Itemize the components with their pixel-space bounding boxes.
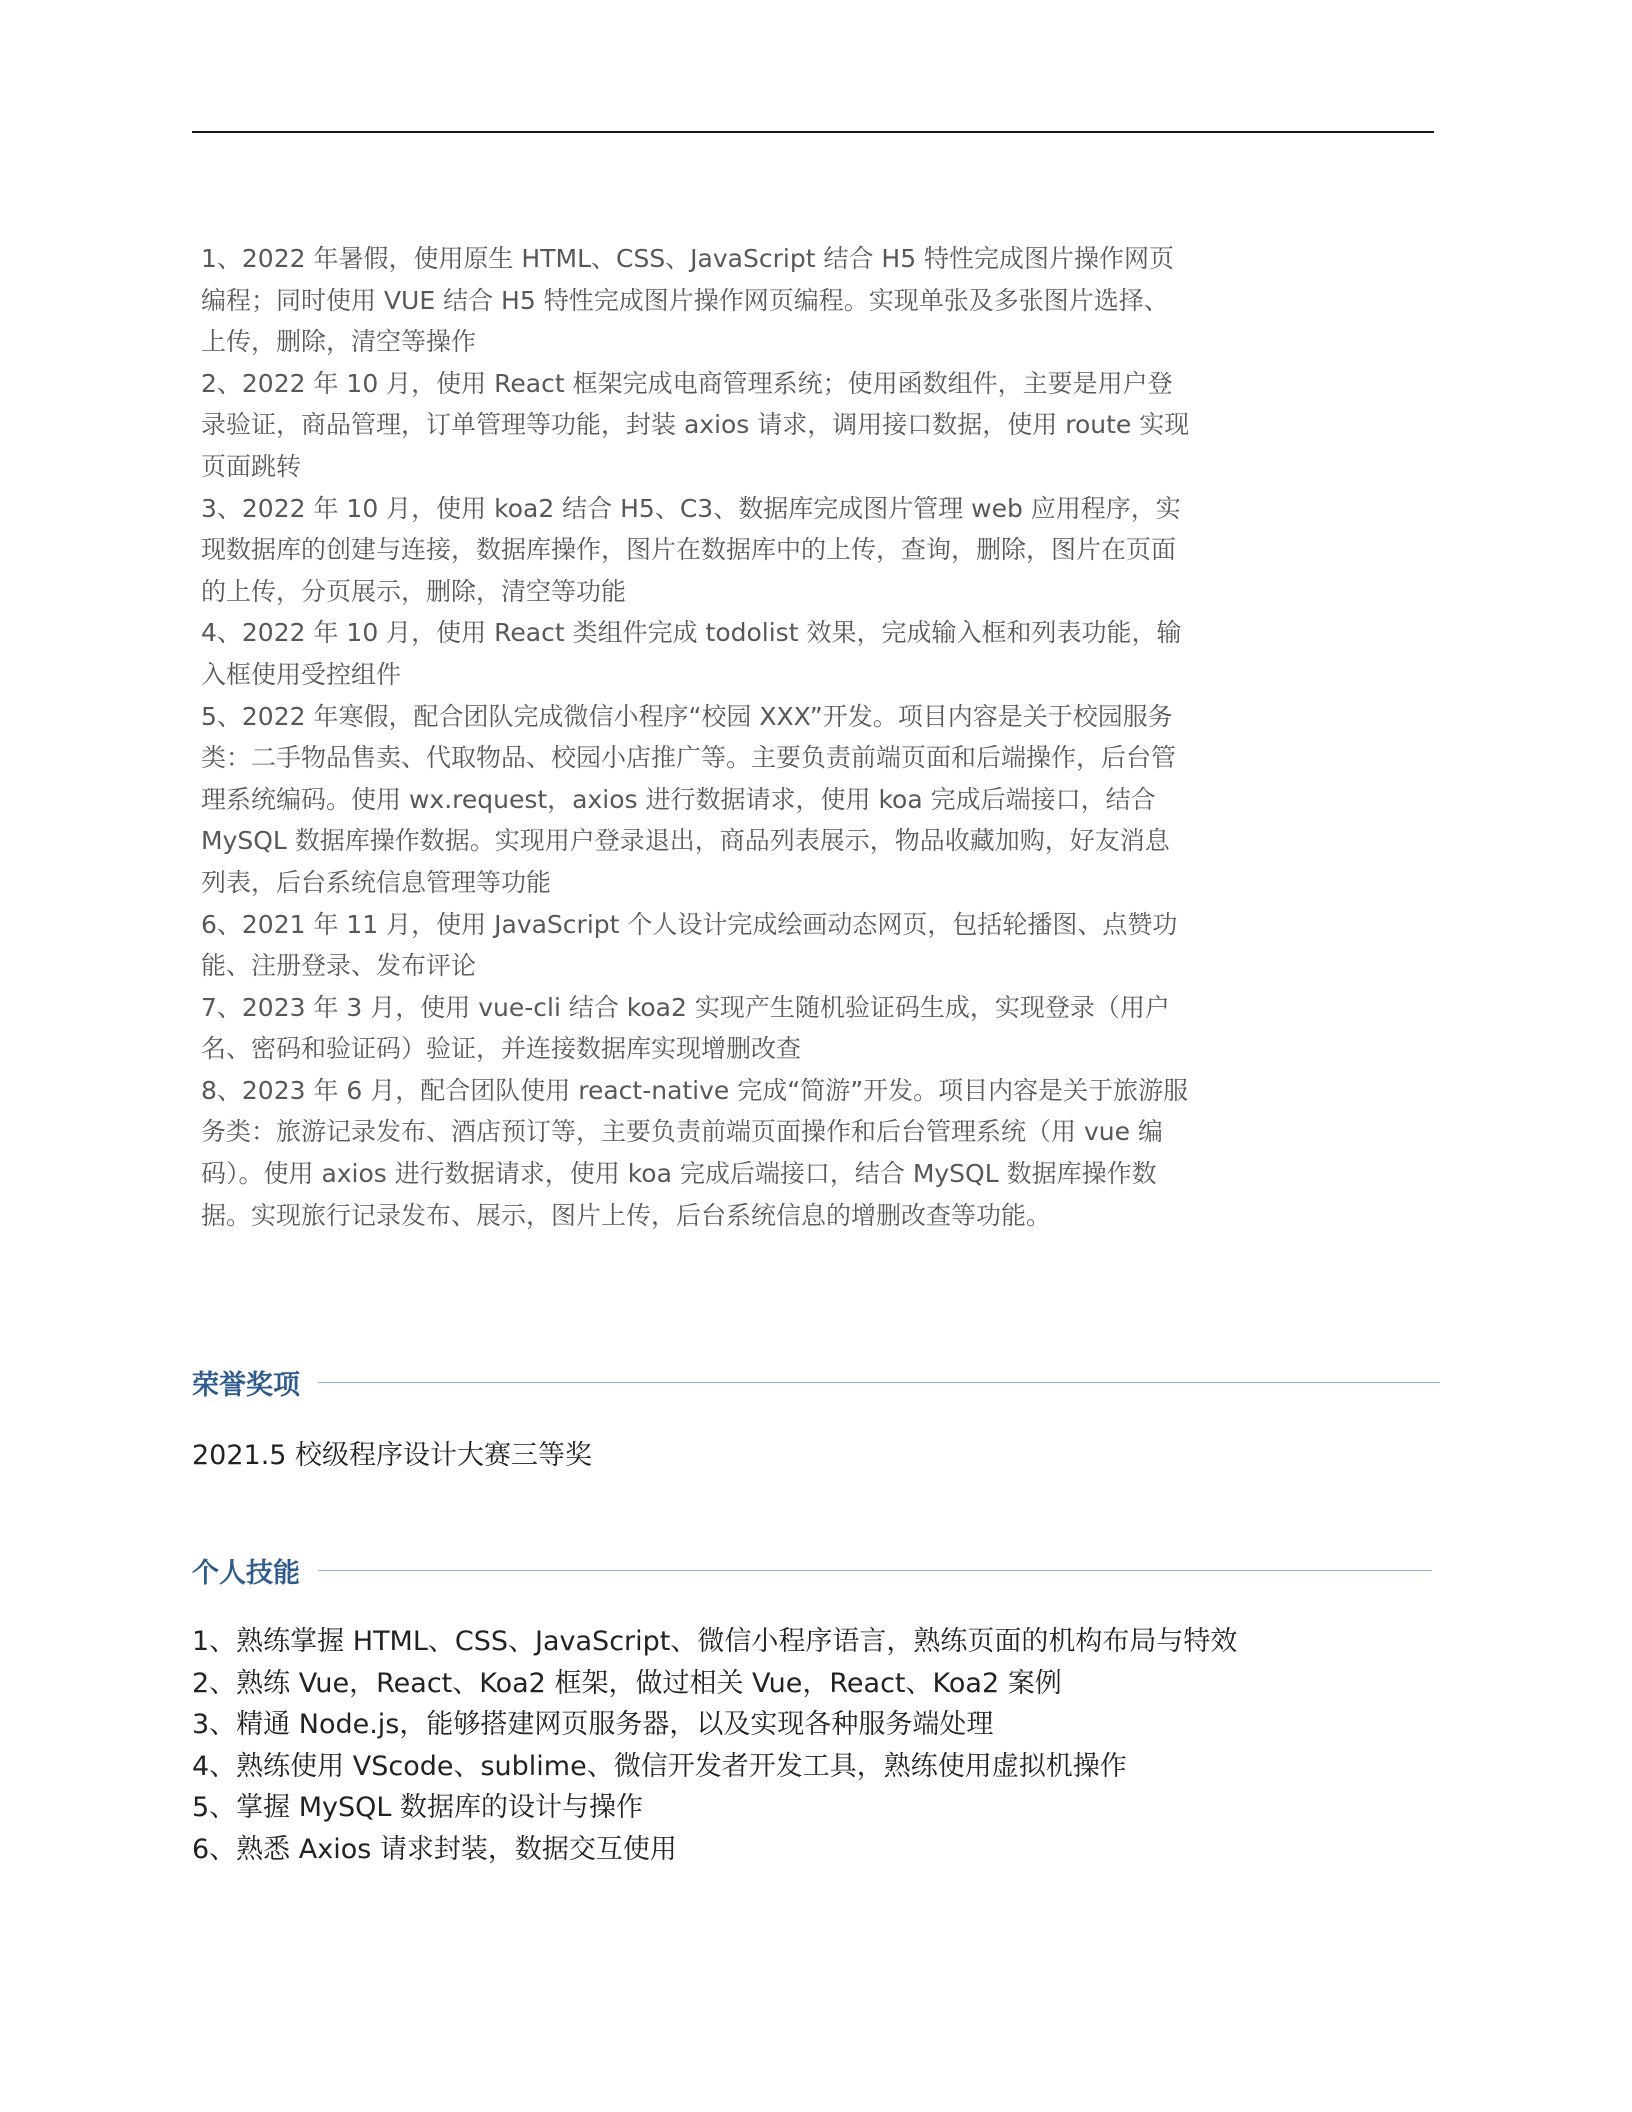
honors-item: 2021.5 校级程序设计大赛三等奖 bbox=[192, 1440, 593, 1471]
project-item-5: 5、2022 年寒假，配合团队完成微信小程序“校园 XXX”开发。项目内容是关于校园服务类：二手物品售卖、代取物品、校园小店推广等。主要负责前端页面和后端操作，后台管理系统编码。使用 wx.request，axios 进行数据请求，使用 koa 完成后端接口，结合 MySQL 数据库操作数据。实现用户登录退出，商品列表展示，物品收藏加购，好友消息列表，后台系统信息管理等功能 bbox=[201, 701, 1177, 897]
project-item-6: 6、2021 年 11 月，使用 JavaScript 个人设计完成绘画动态网页，包括轮播图、点赞功能、注册登录、发布评论 bbox=[201, 909, 1178, 981]
project-item-4: 4、2022 年 10 月，使用 React 类组件完成 todolist 效果，完成输入框和列表功能，输入框使用受控组件 bbox=[201, 618, 1182, 689]
honors-divider bbox=[318, 1382, 1440, 1383]
skills-section-header bbox=[192, 1550, 1432, 1590]
project-item-3: 3、2022 年 10 月，使用 koa2 结合 H5、C3、数据库完成图片管理 web 应用程序，实现数据库的创建与连接，数据库操作，图片在数据库中的上传，查询，删除，图片在页面的上传，分页展示，删除，清空等功能 bbox=[201, 493, 1181, 606]
skill-item-5: 5、掌握 MySQL 数据库的设计与操作 bbox=[192, 1792, 644, 1823]
project-item-1: 1、2022 年暑假，使用原生 HTML、CSS、JavaScript 结合 H5 特性完成图片操作网页编程；同时使用 VUE 结合 H5 特性完成图片操作网页编程。实现单张及多张图片选择、上传，删除，清空等操作 bbox=[201, 244, 1175, 357]
skills-title: 个人技能 bbox=[192, 1557, 300, 1589]
honors-title: 荣誉奖项 bbox=[192, 1369, 300, 1401]
top-divider bbox=[192, 131, 1434, 133]
project-item-2: 2、2022 年 10 月，使用 React 框架完成电商管理系统；使用函数组件，主要是用户登录验证，商品管理，订单管理等功能，封装 axios 请求，调用接口数据，使用 route 实现页面跳转 bbox=[201, 368, 1190, 481]
skill-item-6: 6、熟悉 Axios 请求封装，数据交互使用 bbox=[192, 1833, 677, 1865]
skill-item-1: 1、熟练掌握 HTML、CSS、JavaScript、微信小程序语言，熟练页面的机构布局与特效 bbox=[192, 1626, 1238, 1657]
skills-divider bbox=[318, 1570, 1432, 1571]
honors-section-header bbox=[192, 1362, 1440, 1402]
project-item-7: 7、2023 年 3 月，使用 vue-cli 结合 koa2 实现产生随机验证码生成，实现登录（用户名、密码和验证码）验证，并连接数据库实现增删改查 bbox=[201, 992, 1170, 1064]
skill-item-3: 3、精通 Node.js，能够搭建网页服务器，以及实现各种服务端处理 bbox=[192, 1709, 994, 1740]
skills-list bbox=[192, 1621, 1237, 1870]
project-experience-list bbox=[201, 238, 1191, 1236]
skill-item-4: 4、熟练使用 VScode、sublime、微信开发者开发工具，熟练使用虚拟机操作 bbox=[192, 1750, 1127, 1782]
skill-item-2: 2、熟练 Vue，React、Koa2 框架，做过相关 Vue，React、Koa2 案例 bbox=[192, 1667, 1062, 1699]
project-item-8: 8、2023 年 6 月，配合团队使用 react-native 完成“简游”开发。项目内容是关于旅游服务类：旅游记录发布、酒店预订等，主要负责前端页面操作和后台管理系统（用 vue 编码）。使用 axios 进行数据请求，使用 koa 完成后端接口，结合 MySQL 数据库操作数据。实现旅行记录发布、展示，图片上传，后台系统信息的增删改查等功能。 bbox=[201, 1075, 1189, 1230]
